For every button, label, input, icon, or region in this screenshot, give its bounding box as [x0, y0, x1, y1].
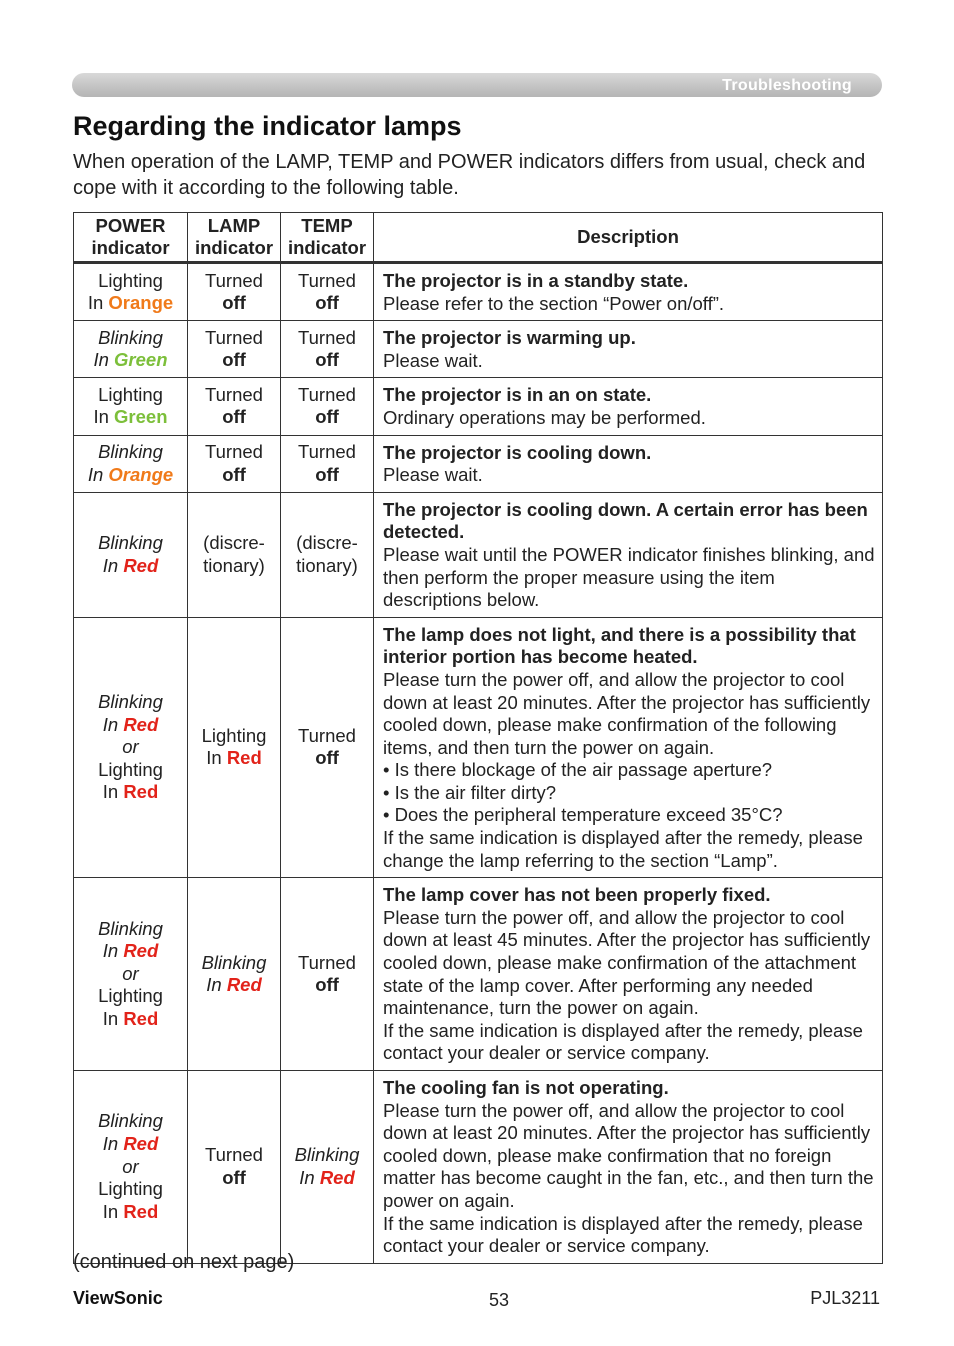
indicator-text: Lighting: [98, 269, 163, 291]
header-description: Description: [374, 213, 883, 263]
indicator-text: In: [206, 747, 227, 769]
indicator-line: [188, 349, 280, 372]
indicator-color: Red: [226, 974, 262, 996]
indicator-line: [281, 1144, 373, 1167]
description-title: The projector is in an on state.: [383, 384, 652, 406]
section-label: Troubleshooting: [722, 77, 852, 94]
indicator-text: Blinking: [201, 951, 267, 973]
indicator-text: In: [206, 974, 227, 996]
table-row: [74, 378, 883, 435]
table-body: [74, 263, 883, 1264]
indicator-text: Blinking: [98, 917, 163, 939]
indicator-text: off: [222, 292, 246, 314]
indicator-color: Red: [123, 713, 159, 735]
description-title: The lamp cover has not been properly fixed.: [383, 884, 771, 906]
indicator-text: In: [299, 1166, 320, 1188]
indicator-text: Turned: [298, 269, 356, 291]
table-row: [74, 878, 883, 1071]
description-cell: [374, 492, 883, 617]
description-line: Please turn the power off, and allow the projector to cool down at least 20 minutes. After the projector has sufficiently cooled down, please make confirmation of the following items, and then turn the power on again.: [383, 668, 871, 758]
indicator-lamp-cell: [188, 263, 281, 321]
indicator-color: Red: [226, 747, 262, 769]
indicator-temp-cell: [281, 492, 374, 617]
indicator-line: [188, 555, 280, 578]
indicator-line: [281, 555, 373, 578]
indicator-color: Green: [114, 349, 168, 371]
footer-brand: ViewSonic: [73, 1288, 163, 1308]
indicator-text: Lighting: [98, 758, 163, 780]
indicator-text: off: [222, 1166, 246, 1188]
indicator-line: [74, 1156, 187, 1179]
table-row: [74, 263, 883, 321]
description-line: • Does the peripheral temperature exceed 35°C?: [383, 804, 783, 826]
indicator-text: In: [93, 349, 115, 371]
indicator-text: In: [102, 1132, 124, 1154]
indicator-line: [188, 270, 280, 293]
indicator-lamp-cell: [188, 435, 281, 492]
indicator-line: [281, 384, 373, 407]
indicator-line: [188, 532, 280, 555]
description-title: The projector is in a standby state.: [383, 270, 689, 291]
continued-note: (continued on next page): [73, 1251, 295, 1273]
indicator-text: Blinking: [294, 1144, 360, 1166]
header-power: POWER indicator: [74, 213, 188, 263]
indicator-text: Turned: [298, 383, 356, 405]
indicator-color: Red: [123, 781, 159, 803]
indicator-line: [74, 963, 187, 986]
indicator-text: Turned: [298, 441, 356, 463]
description-line: Please wait.: [383, 464, 483, 486]
indicator-line: [281, 532, 373, 555]
indicator-temp-cell: [281, 1071, 374, 1264]
indicator-text: or: [122, 1155, 139, 1177]
indicator-line: [74, 464, 187, 487]
indicator-line: [281, 747, 373, 770]
indicator-text: Turned: [205, 326, 263, 348]
indicator-color: Red: [123, 1200, 159, 1222]
description-cell: [374, 878, 883, 1071]
indicator-temp-cell: [281, 263, 374, 321]
indicator-text: Lighting: [98, 383, 163, 405]
description-line: Please turn the power off, and allow the projector to cool down at least 45 minutes. After the projector has sufficiently cooled down, please make confirmation of the attachment state of the lamp cover. After performing any needed maintenance, turn the power on again.: [383, 906, 871, 1019]
description-cell: [374, 263, 883, 321]
indicator-lamp-cell: [188, 878, 281, 1071]
description-line: If the same indication is displayed after the remedy, please contact your dealer or service company.: [383, 1019, 863, 1064]
indicator-text: Lighting: [98, 1178, 163, 1200]
indicator-line: [74, 292, 187, 315]
indicator-text: Turned: [205, 441, 263, 463]
indicator-line: [74, 270, 187, 293]
indicator-power-cell: [74, 435, 188, 492]
section-header-bar: [72, 73, 882, 97]
indicator-text: In: [102, 1008, 124, 1030]
indicator-line: [74, 349, 187, 372]
indicator-text: off: [315, 974, 339, 996]
description-line: • Is there blockage of the air passage aperture?: [383, 759, 773, 781]
page-title: Regarding the indicator lamps: [73, 111, 462, 141]
indicator-text: In: [102, 781, 124, 803]
indicator-line: [281, 464, 373, 487]
indicator-line: [188, 974, 280, 997]
description-line: Please wait until the POWER indicator finishes blinking, and then perform the proper measure using the item descriptions below.: [383, 543, 875, 611]
description-cell: [374, 1071, 883, 1264]
indicator-color: Red: [319, 1166, 355, 1188]
indicator-line: [281, 349, 373, 372]
table-row: [74, 1071, 883, 1264]
indicator-line: [281, 327, 373, 350]
indicator-line: [188, 1144, 280, 1167]
indicator-line: [74, 384, 187, 407]
indicator-text: Blinking: [98, 691, 163, 712]
indicator-line: [74, 759, 187, 782]
indicator-text: Lighting: [201, 724, 267, 746]
description-title: The lamp does not light, and there is a possibility that interior portion has become heated.: [383, 623, 856, 668]
indicator-text: Blinking: [98, 441, 163, 463]
indicator-text: Turned: [205, 1144, 263, 1166]
indicator-line: [74, 781, 187, 804]
indicator-line: [74, 714, 187, 737]
indicator-line: [188, 464, 280, 487]
description-cell: [374, 378, 883, 435]
description-cell: [374, 617, 883, 878]
table-row: [74, 321, 883, 378]
indicator-text: Turned: [298, 951, 356, 973]
indicator-table: [73, 212, 883, 1264]
indicator-text: Blinking: [98, 532, 163, 554]
indicator-temp-cell: [281, 617, 374, 878]
description-cell: [374, 435, 883, 492]
table-row: [74, 617, 883, 878]
indicator-text: Blinking: [98, 1110, 163, 1132]
indicator-line: [281, 974, 373, 997]
indicator-line: [74, 1008, 187, 1031]
indicator-line: [281, 441, 373, 464]
indicator-line: [281, 270, 373, 293]
indicator-line: [281, 1167, 373, 1190]
indicator-power-cell: [74, 263, 188, 321]
indicator-line: [74, 691, 187, 714]
indicator-line: [281, 406, 373, 429]
indicator-text: off: [315, 747, 339, 769]
indicator-line: [74, 1110, 187, 1133]
indicator-text: In: [102, 1200, 124, 1222]
indicator-lamp-cell: [188, 378, 281, 435]
indicator-text: Turned: [205, 383, 263, 405]
description-line: • Is the air filter dirty?: [383, 781, 557, 803]
indicator-power-cell: [74, 321, 188, 378]
indicator-line: [188, 747, 280, 770]
indicator-line: [74, 532, 187, 555]
description-line: Please wait.: [383, 349, 483, 371]
indicator-text: (discre-: [296, 532, 358, 554]
indicator-text: off: [222, 349, 246, 371]
indicator-power-cell: [74, 492, 188, 617]
indicator-line: [74, 555, 187, 578]
indicator-text: In: [93, 406, 115, 428]
indicator-temp-cell: [281, 878, 374, 1071]
indicator-text: off: [222, 406, 246, 428]
indicator-color: Red: [123, 1008, 159, 1030]
indicator-color: Red: [123, 554, 159, 576]
table-header-row: [74, 213, 883, 263]
indicator-line: [74, 918, 187, 941]
indicator-text: In: [87, 292, 109, 314]
indicator-lamp-cell: [188, 617, 281, 878]
indicator-line: [74, 406, 187, 429]
indicator-text: tionary): [203, 554, 265, 576]
indicator-line: [74, 985, 187, 1008]
indicator-text: Blinking: [98, 326, 163, 348]
indicator-color: Orange: [108, 292, 174, 314]
indicator-text: Turned: [298, 724, 356, 746]
indicator-line: [188, 406, 280, 429]
indicator-line: [74, 1133, 187, 1156]
indicator-power-cell: [74, 878, 188, 1071]
indicator-line: [188, 384, 280, 407]
indicator-color: Green: [114, 406, 168, 428]
indicator-power-cell: [74, 378, 188, 435]
indicator-line: [74, 940, 187, 963]
indicator-text: tionary): [296, 554, 358, 576]
indicator-text: off: [222, 463, 246, 485]
indicator-line: [74, 1201, 187, 1224]
indicator-line: [188, 952, 280, 975]
description-title: The projector is cooling down.: [383, 441, 652, 463]
indicator-text: off: [315, 463, 339, 485]
indicator-line: [188, 441, 280, 464]
indicator-line: [74, 441, 187, 464]
page-number: 53: [488, 1290, 510, 1310]
footer-model: PJL3211: [810, 1288, 880, 1308]
indicator-line: [74, 327, 187, 350]
indicator-line: [281, 952, 373, 975]
header-lamp: LAMP indicator: [188, 213, 281, 263]
table-row: [74, 435, 883, 492]
indicator-color: Red: [123, 1132, 159, 1154]
indicator-text: off: [315, 406, 339, 428]
description-title: The projector is cooling down. A certain error has been detected.: [383, 498, 868, 543]
indicator-text: or: [122, 736, 139, 758]
indicator-text: off: [315, 292, 339, 314]
indicator-temp-cell: [281, 435, 374, 492]
indicator-line: [188, 725, 280, 748]
indicator-line: [281, 725, 373, 748]
indicator-color: Orange: [108, 463, 174, 485]
indicator-line: [188, 1167, 280, 1190]
indicator-line: [281, 292, 373, 315]
description-line: Please turn the power off, and allow the projector to cool down at least 20 minutes. After the projector has sufficiently cooled down, please make confirmation that no foreign matter has become caught in the fan, etc., and then turn the power on again.: [383, 1099, 874, 1211]
description-title: The projector is warming up.: [383, 327, 636, 349]
indicator-color: Red: [123, 940, 159, 962]
indicator-lamp-cell: [188, 321, 281, 378]
indicator-text: In: [102, 713, 124, 735]
indicator-text: In: [102, 940, 124, 962]
indicator-text: In: [87, 463, 109, 485]
description-line: Please refer to the section “Power on/off”.: [383, 292, 725, 314]
indicator-text: Turned: [205, 269, 263, 291]
description-line: Ordinary operations may be performed.: [383, 406, 706, 428]
indicator-line: [74, 736, 187, 759]
description-line: If the same indication is displayed after the remedy, please contact your dealer or service company.: [383, 1212, 863, 1257]
header-temp: TEMP indicator: [281, 213, 374, 263]
indicator-text: In: [102, 554, 124, 576]
indicator-line: [188, 292, 280, 315]
intro-paragraph: When operation of the LAMP, TEMP and POWER indicators differs from usual, check and cope with it according to the following table.: [73, 151, 866, 199]
indicator-temp-cell: [281, 321, 374, 378]
description-title: The cooling fan is not operating.: [383, 1077, 669, 1098]
indicator-text: (discre-: [203, 532, 265, 554]
indicator-text: Turned: [298, 326, 356, 348]
description-cell: [374, 321, 883, 378]
indicator-text: off: [315, 349, 339, 371]
description-line: If the same indication is displayed after the remedy, please change the lamp referring to the section “Lamp”.: [383, 827, 863, 871]
indicator-text: Lighting: [98, 985, 163, 1007]
indicator-power-cell: [74, 1071, 188, 1264]
indicator-text: or: [122, 962, 139, 984]
indicator-line: [74, 1178, 187, 1201]
indicator-lamp-cell: [188, 1071, 281, 1264]
indicator-power-cell: [74, 617, 188, 878]
indicator-line: [188, 327, 280, 350]
table-row: [74, 492, 883, 617]
indicator-lamp-cell: [188, 492, 281, 617]
indicator-temp-cell: [281, 378, 374, 435]
